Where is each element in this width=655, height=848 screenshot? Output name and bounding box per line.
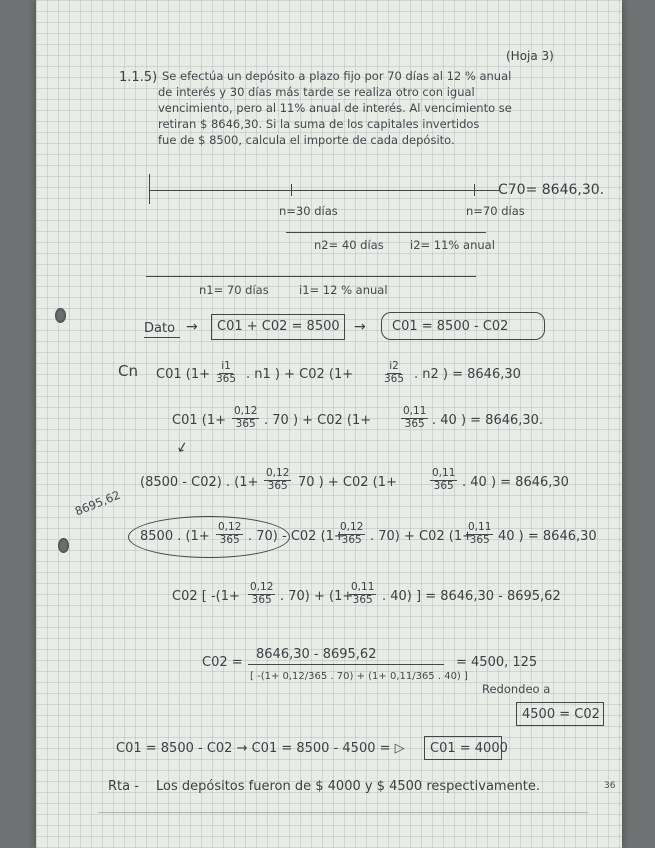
timeline-tick-start bbox=[149, 174, 150, 204]
step4-part: 8500 . (1+ bbox=[140, 529, 210, 544]
footer-rule bbox=[98, 812, 588, 813]
problem-number: 1.1.5) bbox=[119, 70, 158, 85]
timeline-tick-30 bbox=[291, 184, 292, 196]
dato-eq2: C01 = 8500 - C02 bbox=[392, 319, 509, 334]
step6-result: = 4500, 125 bbox=[456, 655, 538, 670]
binder-hole bbox=[58, 538, 69, 553]
problem-line: Se efectúa un depósito a plazo fijo por 70 días al 12 % anual bbox=[162, 69, 512, 83]
step1-part: C01 (1+ bbox=[156, 367, 210, 382]
step7-result: C01 = 4000 bbox=[430, 741, 508, 756]
step2-fraction: $\frac{0,11}{365}$ bbox=[403, 405, 427, 430]
step7: C01 = 8500 - C02 → C01 = 8500 - 4500 = ▷ bbox=[116, 741, 405, 756]
step2-part: . 40 ) = 8646,30. bbox=[432, 413, 544, 428]
n30-label: n=30 días bbox=[279, 204, 338, 218]
problem-line: retiran $ 8646,30. Si la suma de los capitales invertidos bbox=[158, 117, 480, 131]
i2-label: i2= 11% anual bbox=[410, 238, 495, 252]
problem-line: vencimiento, pero al 11% anual de interés. Al vencimiento se bbox=[158, 101, 512, 115]
page-number: 36 bbox=[604, 781, 616, 791]
dato-label: Dato bbox=[144, 321, 176, 336]
answer-text: Los depósitos fueron de $ 4000 y $ 4500 respectivamente. bbox=[156, 779, 541, 794]
step1-fraction: $\frac{i1}{365}$ bbox=[216, 360, 237, 385]
step4-part: 40 ) = 8646,30 bbox=[498, 529, 597, 544]
arrow-symbol: → bbox=[186, 319, 198, 335]
dato-eq1: C01 + C02 = 8500 bbox=[217, 319, 340, 334]
step3-part: 70 ) + C02 (1+ bbox=[298, 475, 397, 490]
step2-part: . 70 ) + C02 (1+ bbox=[264, 413, 372, 428]
step2-fraction: $\frac{0,12}{365}$ bbox=[234, 405, 258, 430]
problem-line: fue de $ 8500, calcula el importe de cada depósito. bbox=[158, 133, 455, 147]
step5-part: . 40) ] = 8646,30 - 8695,62 bbox=[382, 589, 561, 604]
step4-fraction: $\frac{0,12}{365}$ bbox=[218, 521, 242, 546]
step5-fraction: $\frac{0,11}{365}$ bbox=[351, 581, 375, 606]
arrow-symbol: → bbox=[172, 437, 192, 457]
step4-part: . 70) + C02 (1+ bbox=[370, 529, 474, 544]
n2-label: n2= 40 días bbox=[314, 238, 384, 252]
step1-fraction: $\frac{i2}{365}$ bbox=[384, 360, 405, 385]
arrow-deposit-2 bbox=[286, 232, 486, 233]
n70-label: n=70 días bbox=[466, 204, 525, 218]
round-note: Redondeo a bbox=[482, 682, 551, 696]
side-value: 8695,62 bbox=[72, 487, 123, 519]
cn-label: Cn bbox=[118, 362, 138, 380]
step2-part: C01 (1+ bbox=[172, 413, 226, 428]
dato-underline bbox=[144, 337, 180, 338]
step1-part: . n2 ) = 8646,30 bbox=[414, 367, 521, 382]
n1-label: n1= 70 días bbox=[199, 283, 269, 297]
step3-part: . 40 ) = 8646,30 bbox=[462, 475, 569, 490]
step6-numerator: 8646,30 - 8695,62 bbox=[256, 647, 377, 662]
step3-fraction: $\frac{0,12}{365}$ bbox=[266, 467, 290, 492]
timeline-axis bbox=[149, 190, 499, 191]
step5-part: C02 [ -(1+ bbox=[172, 589, 240, 604]
notebook-page bbox=[36, 0, 622, 848]
step6-lhs: C02 = bbox=[202, 655, 243, 670]
step1-part: . n1 ) + C02 (1+ bbox=[246, 367, 354, 382]
arrow-symbol: → bbox=[354, 319, 366, 335]
step4-part: . 70) - C02 (1+ bbox=[248, 529, 345, 544]
round-value: 4500 = C02 bbox=[522, 707, 600, 722]
c70-label: C70= 8646,30. bbox=[498, 182, 605, 198]
step4-fraction: $\frac{0,11}{365}$ bbox=[468, 521, 492, 546]
binder-hole bbox=[55, 308, 66, 323]
step3-part: (8500 - C02) . (1+ bbox=[140, 475, 259, 490]
arrow-deposit-1 bbox=[146, 276, 476, 277]
step5-part: . 70) + (1+ bbox=[280, 589, 354, 604]
answer-prefix: Rta - bbox=[108, 779, 139, 794]
step4-fraction: $\frac{0,12}{365}$ bbox=[340, 521, 364, 546]
i1-label: i1= 12 % anual bbox=[299, 283, 388, 297]
step6-denominator: [ -(1+ 0,12/365 . 70) + (1+ 0,11/365 . 40) ] bbox=[250, 671, 468, 682]
step3-fraction: $\frac{0,11}{365}$ bbox=[432, 467, 456, 492]
sheet-label: (Hoja 3) bbox=[506, 49, 554, 63]
fraction-bar bbox=[248, 664, 444, 665]
timeline-tick-70 bbox=[474, 184, 475, 196]
step5-fraction: $\frac{0,12}{365}$ bbox=[250, 581, 274, 606]
problem-line: de interés y 30 días más tarde se realiza otro con igual bbox=[158, 85, 475, 99]
